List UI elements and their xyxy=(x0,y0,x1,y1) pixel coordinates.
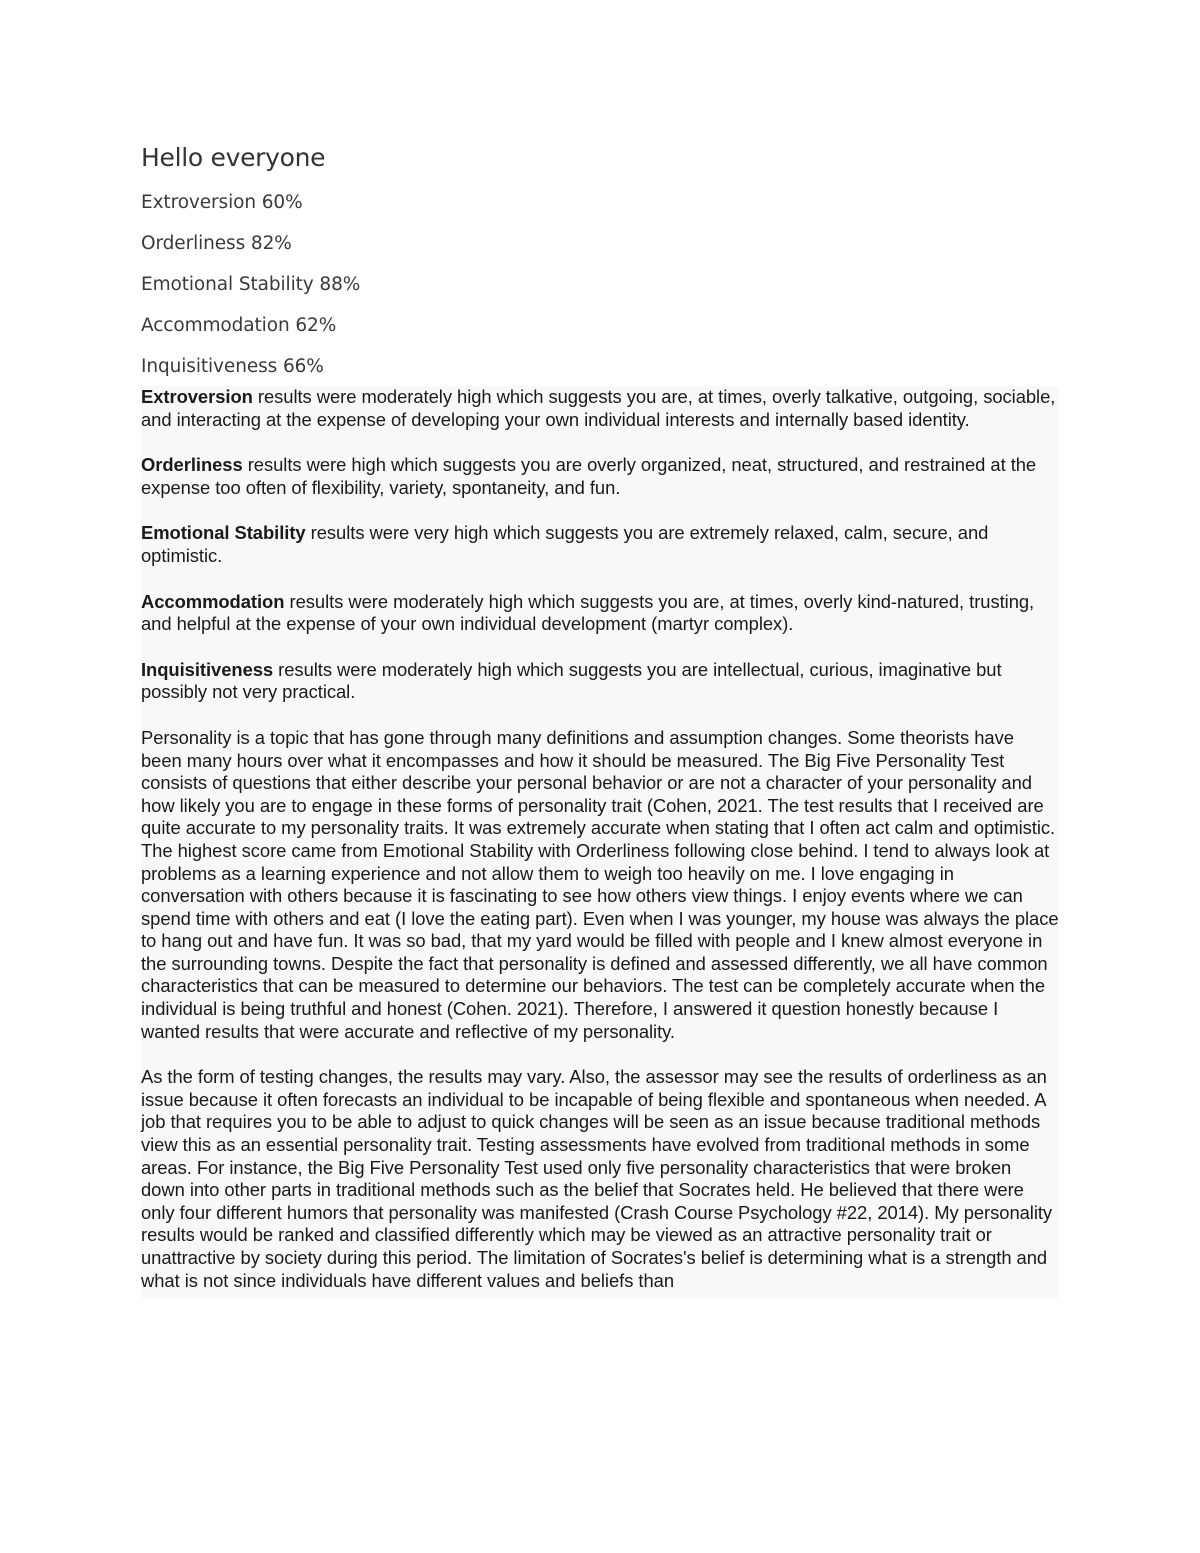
score-orderliness: Orderliness 82% xyxy=(141,233,292,254)
trait-paragraph-emotional-stability xyxy=(141,522,1059,567)
trait-description: results were very high which suggests you are extremely relaxed, calm, secure, and optimistic. xyxy=(141,522,989,566)
trait-name: Inquisitiveness xyxy=(141,658,274,680)
trait-description: results were high which suggests you are overly organized, neat, structured, and restrained at the expense too often of flexibility, variety, spontaneity, and fun. xyxy=(141,454,1037,498)
score-extroversion: Extroversion 60% xyxy=(141,192,303,213)
body-paragraph-personality: Personality is a topic that has gone through many definitions and assumption changes. Some theorists have been many hours over what it encompasses and how it should be measured. The Big Five Personality Test consists of questions that either describe your personal behavior or are not a character of your personality and how likely you are to engage in these forms of personality trait (Cohen, 2021. The test results that I received are quite accurate to my personality traits. It was extremely accurate when stating that I often act calm and optimistic. The highest score came from Emotional Stability with Orderliness following close behind. I tend to always look at problems as a learning experience and not allow them to weigh too heavily on me. I love engaging in conversation with others because it is fascinating to see how others view things. I enjoy events where we can spend time with others and eat (I love the eating part). Even when I was younger, my house was always the place to hang out and have fun. It was so bad, that my yard would be filled with people and I knew almost everyone in the surrounding towns. Despite the fact that personality is defined and assessed differently, we all have common characteristics that can be measured to determine our behaviors. The test can be completely accurate when the individual is being truthful and honest (Cohen. 2021). Therefore, I answered it question honestly because I wanted results that were accurate and reflective of my personality. xyxy=(141,726,1059,1042)
trait-name: Accommodation xyxy=(141,590,285,612)
trait-paragraph-inquisitiveness xyxy=(141,659,1059,704)
greeting-heading: Hello everyone xyxy=(141,143,326,172)
trait-description: results were moderately high which suggests you are, at times, overly kind-natured, trusting, and helpful at the expense of your own individual development (martyr complex). xyxy=(141,590,1035,635)
score-accommodation: Accommodation 62% xyxy=(141,315,337,336)
trait-name: Extroversion xyxy=(141,386,253,407)
trait-name: Emotional Stability xyxy=(141,522,306,544)
score-emotional-stability: Emotional Stability 88% xyxy=(141,274,361,295)
trait-paragraph-orderliness xyxy=(141,454,1059,499)
score-inquisitiveness: Inquisitiveness 66% xyxy=(141,356,324,377)
results-text-block xyxy=(141,386,1059,1298)
trait-description: results were moderately high which suggests you are intellectual, curious, imaginative but possibly not very practical. xyxy=(141,658,1002,703)
document-page xyxy=(141,140,1059,1298)
trait-paragraph-accommodation xyxy=(141,591,1059,636)
trait-description: results were moderately high which suggests you are, at times, overly talkative, outgoing, sociable, and interacting at the expense of developing your own individual interests and internally based identity. xyxy=(141,386,1056,430)
trait-paragraph-extroversion xyxy=(141,386,1059,431)
body-paragraph-testing: As the form of testing changes, the results may vary. Also, the assessor may see the results of orderliness as an issue because it often forecasts an individual to be incapable of being flexible and spontaneous when needed. A job that requires you to be able to adjust to quick changes will be seen as an issue because traditional methods view this as an essential personality trait. Testing assessments have evolved from traditional methods in some areas. For instance, the Big Five Personality Test used only five personality characteristics that were broken down into other parts in traditional methods such as the belief that Socrates held. He believed that there were only four different humors that personality was manifested (Crash Course Psychology #22, 2014). My personality results would be ranked and classified differently which may be viewed as an attractive personality trait or unattractive by society during this period. The limitation of Socrates's belief is determining what is a strength and what is not since individuals have different values and beliefs than xyxy=(141,1066,1053,1291)
trait-name: Orderliness xyxy=(141,454,243,476)
